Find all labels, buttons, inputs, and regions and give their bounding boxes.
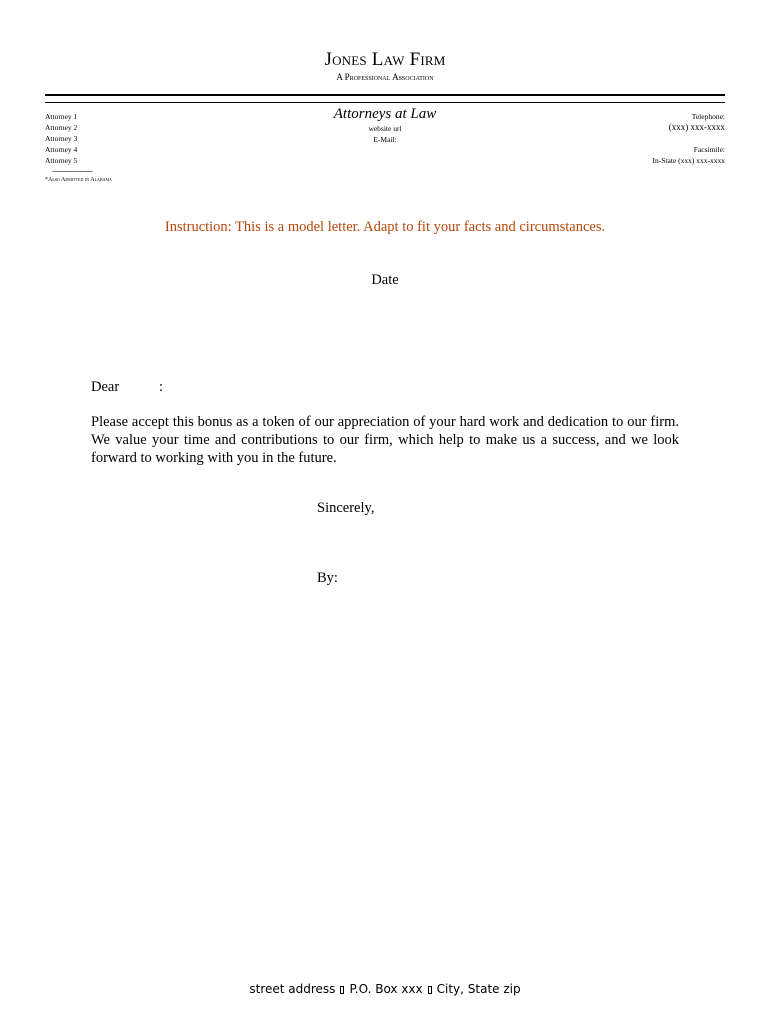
attorney-name: Attorney 5 [45,156,78,166]
email-label: E-Mail: [373,135,397,144]
telephone-label: Telephone: [691,112,725,121]
instruction-note: Instruction: This is a model letter. Adapt to fit your facts and circumstances. [164,219,606,235]
firm-info-center [285,105,485,145]
facsimile-label: Facsimile: [693,145,725,155]
firm-subtitle: A Professional Association [336,72,434,82]
header-divider-top [45,94,725,96]
separator-box-icon [340,986,344,994]
separator-box-icon [428,986,432,994]
footer-city-state-zip: City, State zip [436,982,521,996]
attorney-name: Attorney 4 [45,145,78,155]
attorney-name: Attorney 3 [45,134,78,144]
facsimile-number: In-State (xxx) xxx-xxxx [652,156,725,166]
telephone-number: (xxx) xxx-xxxx [668,122,725,133]
letter-date: Date [371,272,399,288]
salutation [91,379,164,396]
footer-street: street address [249,982,336,996]
attorney-name: Attorney 1 [45,112,78,121]
attorney-list [45,111,77,166]
firm-name: Jones Law Firm [324,49,446,70]
salutation-colon: : [159,379,164,395]
signature-label: By: [317,570,338,586]
footer-po-box: P.O. Box xxx [349,982,423,996]
admission-note: *Also Admitted in Alabama [45,177,112,183]
contact-block [653,111,725,166]
attorney-separator: ---------------------- [52,167,93,175]
closing: Sincerely, [317,500,375,516]
attorney-name: Attorney 2 [45,123,78,133]
tagline: Attorneys at Law [333,106,437,122]
footer-address [0,982,770,996]
letter-body: Please accept this bonus as a token of our appreciation of your hard work and dedication to our firm. We value your time and contributions to our firm, which help to make us a success, and we look forward to working with you in the future. [91,414,679,466]
website-url: website url [368,124,402,133]
salutation-text: Dear [91,379,120,395]
header-divider-bottom [45,102,725,103]
